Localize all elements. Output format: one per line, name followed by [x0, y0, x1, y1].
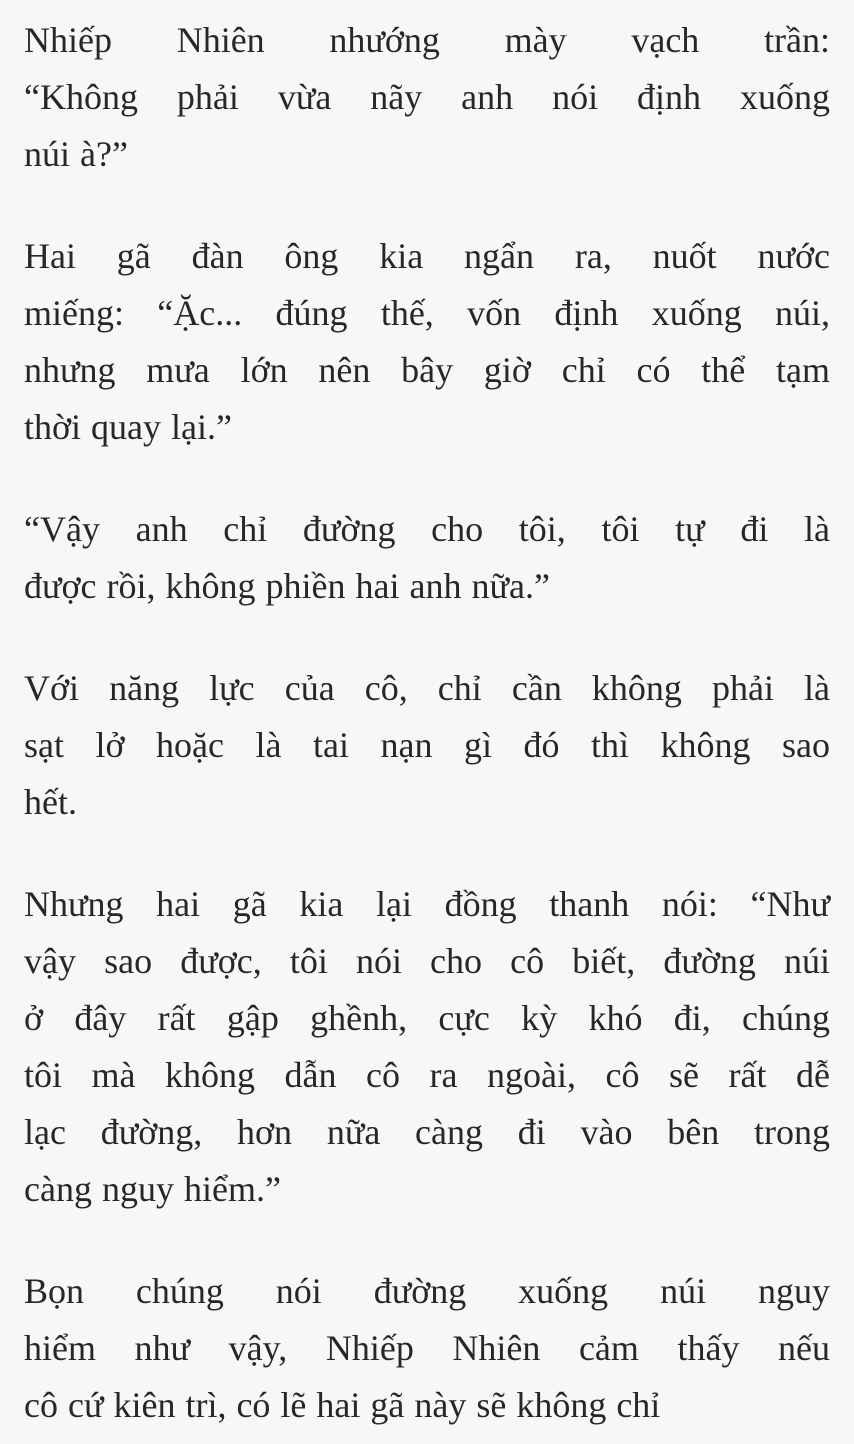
text-line: miếng: “Ặc... đúng thế, vốn định xuống núi, — [24, 293, 830, 333]
text-line: “Vậy anh chỉ đường cho tôi, tôi tự đi là — [24, 509, 830, 549]
text-line: tôi mà không dẫn cô ra ngoài, cô sẽ rất dễ — [24, 1055, 830, 1095]
text-line: “Không phải vừa nãy anh nói định xuống — [24, 77, 830, 117]
text-line: ở đây rất gập ghềnh, cực kỳ khó đi, chúng — [24, 998, 830, 1038]
text-line: thời quay lại.” — [24, 407, 232, 447]
text-line: núi à?” — [24, 134, 128, 174]
text-line: càng nguy hiểm.” — [24, 1169, 281, 1209]
text-line: Hai gã đàn ông kia ngẩn ra, nuốt nước — [24, 236, 830, 276]
paragraph — [24, 660, 830, 831]
paragraph — [24, 12, 830, 183]
text-line: Với năng lực của cô, chỉ cần không phải là — [24, 668, 830, 708]
text-line: nhưng mưa lớn nên bây giờ chỉ có thể tạm — [24, 350, 830, 390]
paragraph — [24, 1263, 830, 1434]
paragraph — [24, 876, 830, 1218]
text-line: Bọn chúng nói đường xuống núi nguy — [24, 1271, 830, 1311]
paragraph — [24, 228, 830, 456]
text-line: Nhiếp Nhiên nhướng mày vạch trần: — [24, 20, 830, 60]
text-line: sạt lở hoặc là tai nạn gì đó thì không sao — [24, 725, 830, 765]
text-line: Nhưng hai gã kia lại đồng thanh nói: “Như — [24, 884, 830, 924]
text-line: lạc đường, hơn nữa càng đi vào bên trong — [24, 1112, 830, 1152]
text-line: hết. — [24, 782, 77, 822]
text-line: hiểm như vậy, Nhiếp Nhiên cảm thấy nếu — [24, 1328, 830, 1368]
paragraph — [24, 501, 830, 615]
text-line: vậy sao được, tôi nói cho cô biết, đường núi — [24, 941, 830, 981]
text-line: được rồi, không phiền hai anh nữa.” — [24, 566, 550, 606]
text-line: cô cứ kiên trì, có lẽ hai gã này sẽ không chỉ — [24, 1385, 661, 1425]
